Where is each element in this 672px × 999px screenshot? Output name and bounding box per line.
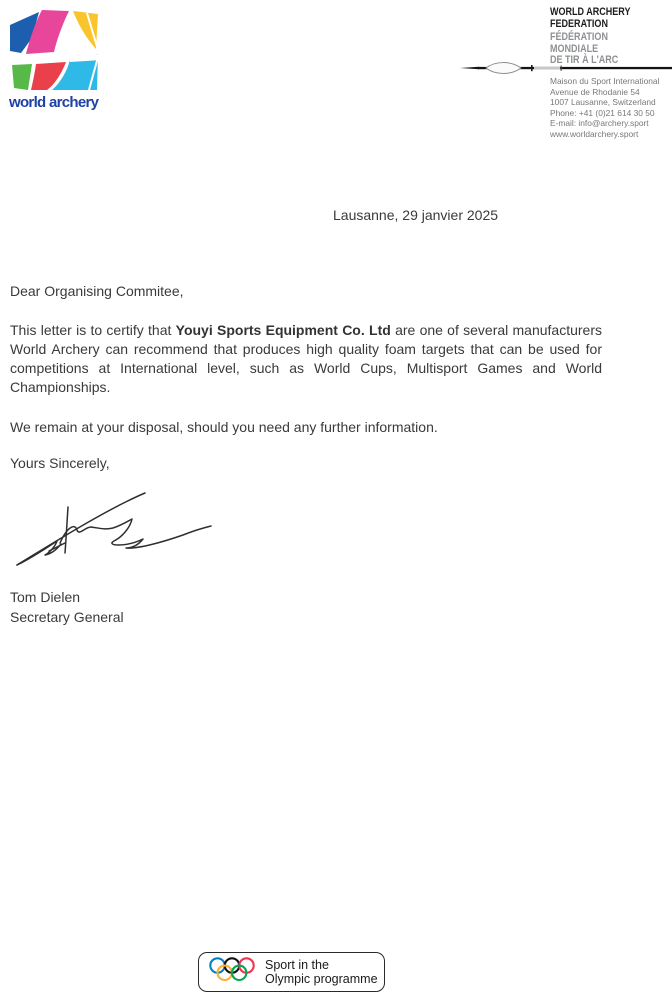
org-name-fr-line2: MONDIALE — [550, 42, 599, 55]
valediction: Yours Sincerely, — [10, 455, 110, 471]
org-name-en-line1: WORLD ARCHERY — [550, 6, 631, 18]
company-name: Youyi Sports Equipment Co. Ltd — [175, 322, 391, 338]
logo-wordmark: world archery — [9, 94, 99, 111]
address-line: Maison du Sport International — [550, 76, 660, 86]
body-text-after: are one of several manufacturers World Archery can recommend that produces high quality foam targets that can be used for competitions at International level, such as World Cups, Multisport Games and World Championships. — [10, 322, 603, 395]
olympic-rings-icon — [208, 956, 256, 988]
body-paragraph — [10, 321, 602, 397]
address-line: Avenue de Rhodanie 54 — [550, 86, 640, 97]
badge-line2: Olympic programme — [265, 972, 378, 986]
address-line: www.worldarchery.sport — [550, 128, 639, 139]
badge-line1: Sport in the — [265, 957, 329, 972]
dateline: Lausanne, 29 janvier 2025 — [333, 207, 499, 223]
signer-name: Tom Dielen — [10, 589, 81, 605]
address-line: E-mail: info@archery.sport — [550, 118, 649, 129]
org-name-en-line2: FEDERATION — [550, 17, 608, 30]
signature-image — [5, 485, 220, 575]
salutation: Dear Organising Commitee, — [10, 283, 184, 299]
org-name-fr-line1: FÉDÉRATION — [550, 31, 608, 43]
address-block — [550, 76, 672, 140]
body-text-before: This letter is to certify that — [10, 322, 176, 338]
signer-title: Secretary General — [10, 608, 124, 625]
address-line: Phone: +41 (0)21 614 30 50 — [550, 107, 655, 118]
olympic-programme-badge — [198, 952, 385, 992]
org-name-fr-line3: DE TIR À L'ARC — [550, 54, 619, 66]
badge-text — [265, 958, 378, 987]
world-archery-logo-icon — [8, 8, 102, 93]
closing-line: We remain at your disposal, should you need any further information. — [10, 419, 438, 435]
address-line: 1007 Lausanne, Switzerland — [550, 97, 656, 108]
signer-block — [10, 588, 124, 627]
